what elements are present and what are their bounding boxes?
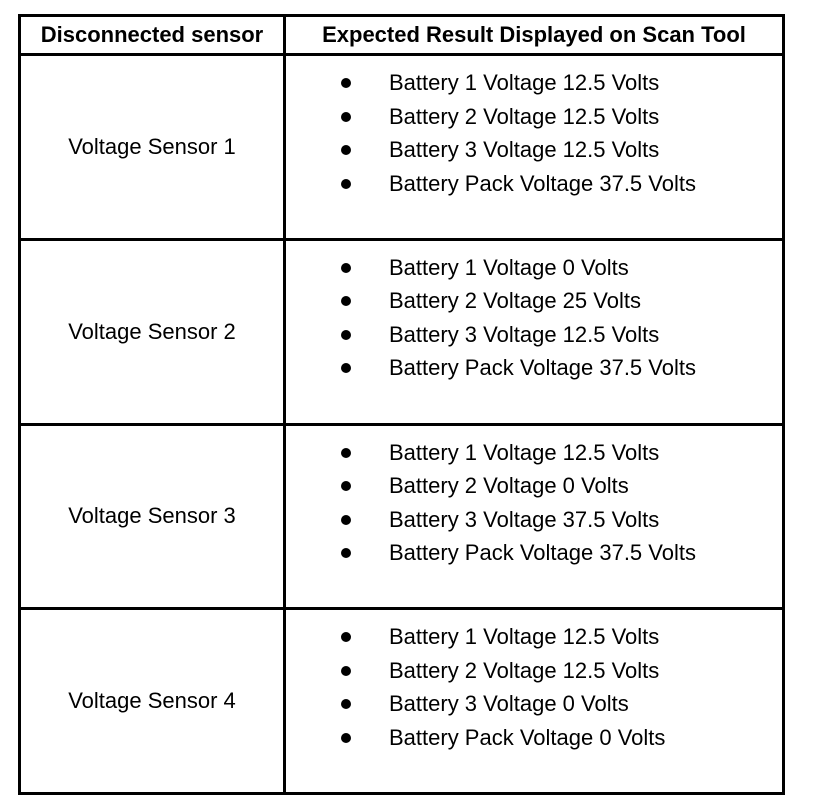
bullet-icon [341,145,351,155]
result-item [286,351,782,385]
bullet-icon [341,263,351,273]
result-item [286,66,782,100]
result-item [286,167,782,201]
result-list [286,241,782,385]
result-item [286,469,782,503]
result-item [286,436,782,470]
table-row [20,609,784,794]
sensor-cell: Voltage Sensor 1 [20,55,285,240]
bullet-icon [341,448,351,458]
result-text: Battery 2 Voltage 0 Volts [389,473,629,498]
bullet-icon [341,78,351,88]
result-text: Battery 1 Voltage 12.5 Volts [389,624,660,650]
result-list [286,56,782,200]
bullet-icon [341,481,351,491]
result-text: Battery Pack Voltage 37.5 Volts [389,540,696,565]
table-row [20,55,784,240]
bullet-icon [341,515,351,525]
result-list [286,610,782,754]
result-item [286,251,782,285]
bullet-icon [341,548,351,558]
bullet-icon [341,296,351,306]
result-text: Battery Pack Voltage 37.5 Volts [389,170,696,196]
sensor-result-table [18,14,785,795]
table-row [20,239,784,424]
result-text: Battery 1 Voltage 12.5 Volts [389,439,660,465]
result-item [286,284,782,318]
result-text: Battery 2 Voltage 12.5 Volts [389,103,660,129]
result-text: Battery 1 Voltage 12.5 Volts [389,70,660,95]
result-text: Battery 3 Voltage 12.5 Volts [389,321,660,347]
result-item [286,620,782,654]
result-item [286,503,782,537]
result-text: Battery 2 Voltage 25 Volts [389,288,641,314]
bullet-icon [341,363,351,373]
result-cell [285,609,784,794]
sensor-cell: Voltage Sensor 2 [20,239,285,424]
bullet-icon [341,733,351,743]
bullet-icon [341,112,351,122]
result-cell [285,239,784,424]
bullet-icon [341,632,351,642]
result-item [286,100,782,134]
result-item [286,133,782,167]
bullet-icon [341,330,351,340]
result-text: Battery 3 Voltage 0 Volts [389,691,629,717]
table-row [20,424,784,609]
bullet-icon [341,699,351,709]
header-disconnected-sensor: Disconnected sensor [20,16,285,55]
sensor-cell: Voltage Sensor 4 [20,609,285,794]
result-item [286,687,782,721]
result-cell [285,424,784,609]
result-item [286,536,782,570]
result-text: Battery 3 Voltage 37.5 Volts [389,506,660,532]
sensor-cell: Voltage Sensor 3 [20,424,285,609]
header-row [20,16,784,55]
result-item [286,721,782,755]
bullet-icon [341,179,351,189]
bullet-icon [341,666,351,676]
result-text: Battery 1 Voltage 0 Volts [389,254,629,280]
result-item [286,654,782,688]
result-list [286,426,782,570]
result-text: Battery 3 Voltage 12.5 Volts [389,137,660,162]
header-expected-result: Expected Result Displayed on Scan Tool [285,16,784,55]
result-text: Battery Pack Voltage 37.5 Volts [389,355,696,381]
result-text: Battery 2 Voltage 12.5 Volts [389,657,660,683]
result-text: Battery Pack Voltage 0 Volts [389,724,666,750]
result-item [286,318,782,352]
result-cell [285,55,784,240]
